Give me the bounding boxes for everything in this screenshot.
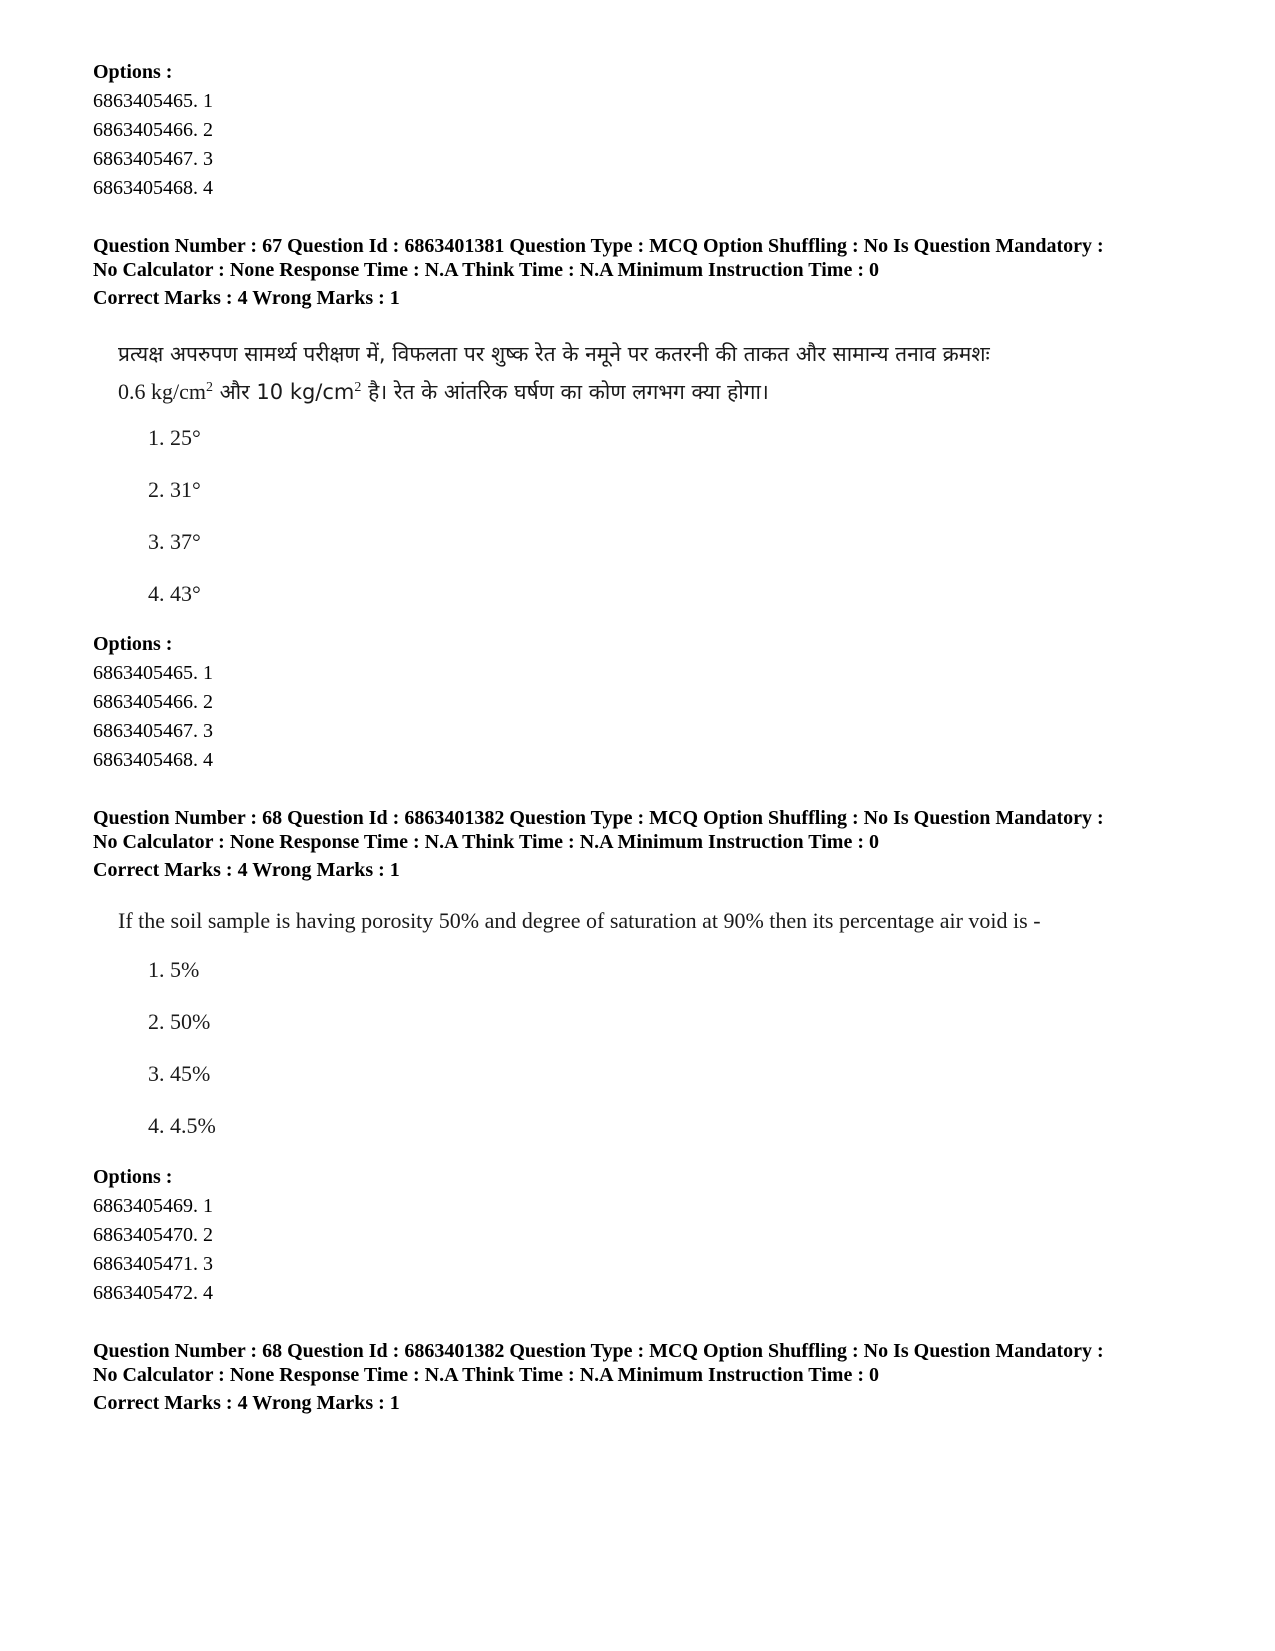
question-marks: Correct Marks : 4 Wrong Marks : 1 (93, 287, 400, 309)
options-label: Options : (93, 61, 173, 83)
option-line: 6863405472. 4 (93, 1282, 213, 1304)
question-text-line (118, 371, 1198, 409)
option-line: 6863405469. 1 (93, 1195, 213, 1217)
options-label: Options : (93, 633, 173, 655)
question-meta-line: Question Number : 68 Question Id : 6863401382 Question Type : MCQ Option Shuffling : No Is Question Mandatory : (93, 1340, 1104, 1362)
superscript: 2 (354, 380, 362, 395)
question-marks: Correct Marks : 4 Wrong Marks : 1 (93, 859, 400, 881)
question-67-choice: 3. 37° (148, 529, 201, 554)
options-block-top (93, 58, 1203, 203)
question-67-choice: 1. 25° (148, 425, 201, 450)
question-meta-line: No Calculator : None Response Time : N.A Think Time : N.A Minimum Instruction Time : 0 (93, 831, 879, 853)
question-68-choice: 4. 4.5% (148, 1113, 216, 1138)
option-line: 6863405465. 1 (93, 90, 213, 112)
question-67-choice: 4. 43° (148, 581, 201, 606)
option-line: 6863405467. 3 (93, 148, 213, 170)
question-meta-line: Question Number : 68 Question Id : 6863401382 Question Type : MCQ Option Shuffling : No Is Question Mandatory : (93, 807, 1104, 829)
options-block-67 (93, 630, 1203, 775)
question-67-meta (93, 234, 1203, 310)
question-68-choice: 2. 50% (148, 1009, 211, 1034)
question-meta-line: No Calculator : None Response Time : N.A Think Time : N.A Minimum Instruction Time : 0 (93, 1364, 879, 1386)
question-text-line: प्रत्यक्ष अपरुपण सामर्थ्य परीक्षण में, विफलता पर शुष्क रेत के नमूने पर कतरनी की ताकत और सामान्य तनाव क्रमशः (118, 342, 990, 366)
option-line: 6863405470. 2 (93, 1224, 213, 1246)
question-68-meta (93, 806, 1203, 882)
option-line: 6863405468. 4 (93, 749, 213, 771)
question-68-repeat-meta (93, 1339, 1203, 1415)
option-line: 6863405466. 2 (93, 691, 213, 713)
option-line: 6863405465. 1 (93, 662, 213, 684)
question-text-fragment: और 10 kg/cm (213, 380, 355, 404)
question-meta-line: No Calculator : None Response Time : N.A Think Time : N.A Minimum Instruction Time : 0 (93, 259, 879, 281)
options-label: Options : (93, 1166, 173, 1188)
question-text-fragment: है। रेत के आंतरिक घर्षण का कोण लगभग क्या होगा। (361, 380, 769, 404)
question-67-choice: 2. 31° (148, 477, 201, 502)
superscript: 2 (206, 380, 213, 395)
question-68-text: If the soil sample is having porosity 50% and degree of saturation at 90% then its percentage air void is - (118, 908, 1041, 933)
option-line: 6863405467. 3 (93, 720, 213, 742)
question-meta-line: Question Number : 67 Question Id : 6863401381 Question Type : MCQ Option Shuffling : No Is Question Mandatory : (93, 235, 1104, 257)
question-marks: Correct Marks : 4 Wrong Marks : 1 (93, 1392, 400, 1414)
option-line: 6863405466. 2 (93, 119, 213, 141)
question-68-choice: 3. 45% (148, 1061, 211, 1086)
options-block-68 (93, 1163, 1203, 1308)
option-line: 6863405468. 4 (93, 177, 213, 199)
question-text-fragment: 0.6 kg/cm (118, 379, 206, 404)
question-68-choice: 1. 5% (148, 957, 200, 982)
question-67-text (118, 338, 1198, 409)
option-line: 6863405471. 3 (93, 1253, 213, 1275)
